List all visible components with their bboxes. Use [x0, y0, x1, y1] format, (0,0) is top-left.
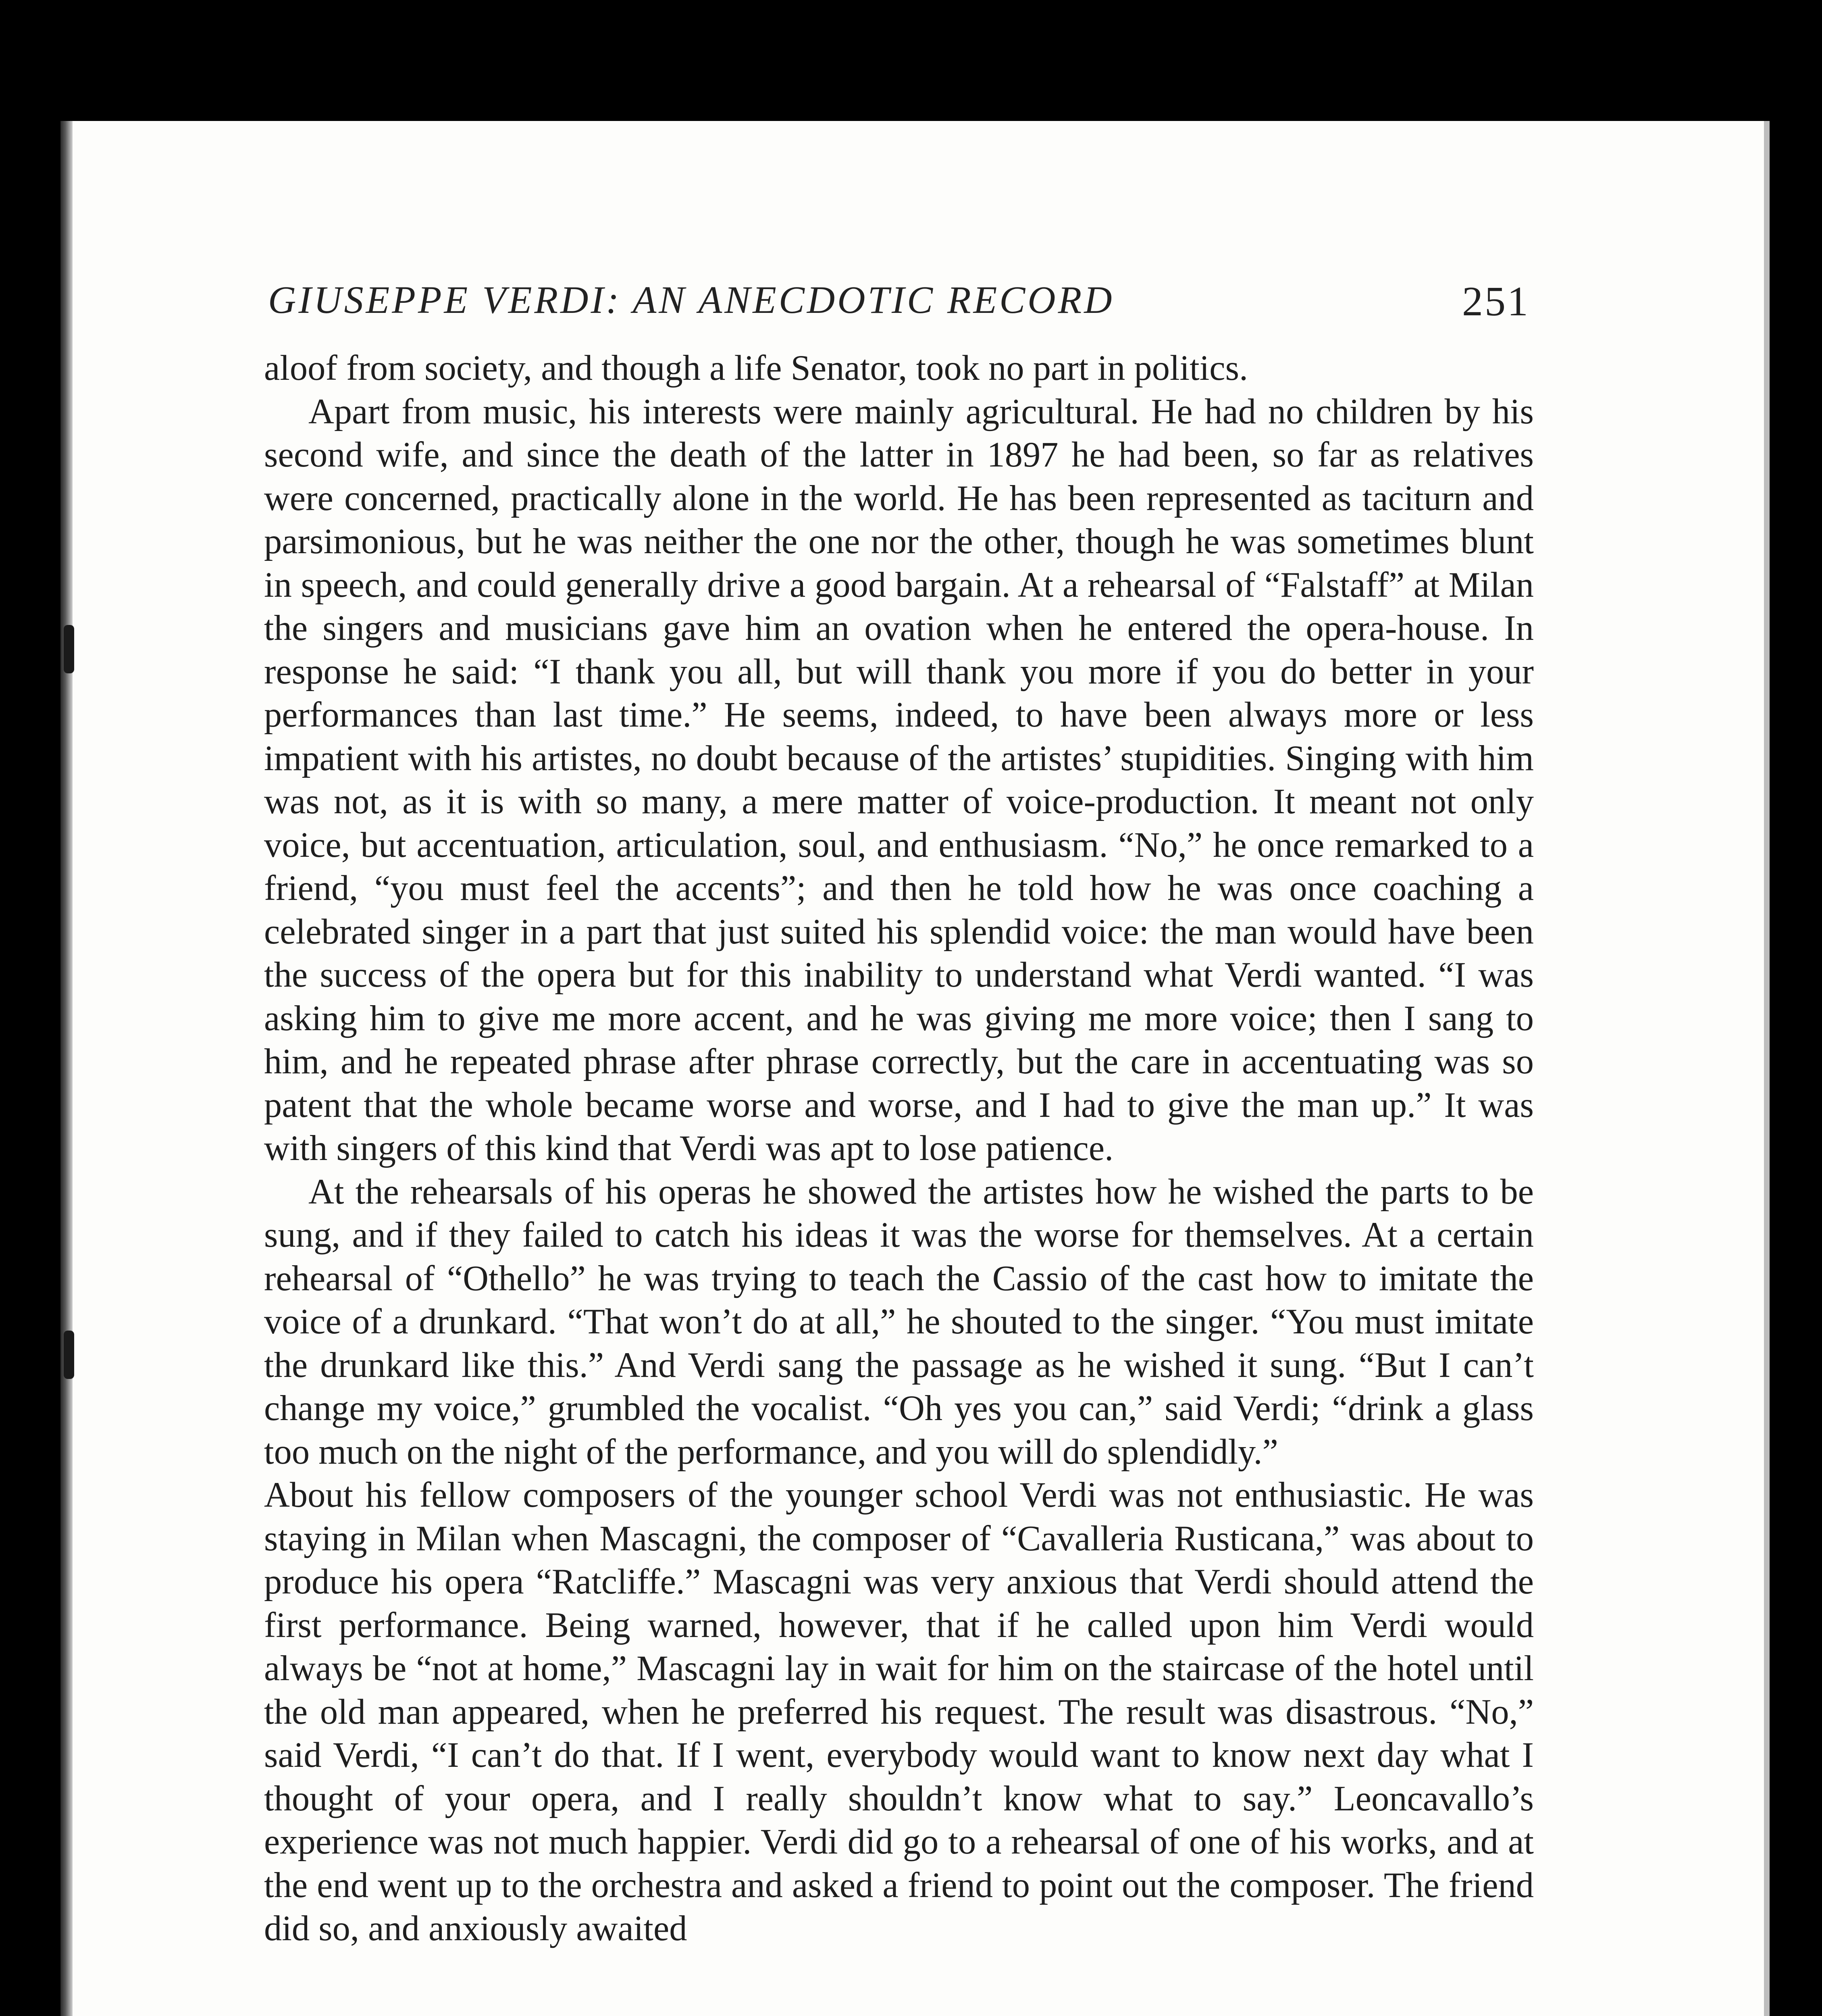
- paragraph: aloof from society, and though a life Senator, took no part in politics.: [264, 348, 1248, 388]
- page-gutter-edge: [60, 121, 73, 2016]
- gutter-mark: [64, 1331, 74, 1379]
- page-number: 251: [1462, 278, 1530, 325]
- paragraph: About his fellow composers of the younger school Verdi was not enthusiastic. He was staying in Milan when Mascagni, the composer of “Cavalleria Rusticana,” was about to produce his opera “Ratcliffe.” Mascagni was very anxious that Verdi should attend the first performance. Being warned, however, that if he called upon him Verdi would always be “not at home,” Mascagni lay in wait for him on the staircase of the hotel until the old man appeared, when he preferred his request. The result was disastrous. “No,” said Verdi, “I can’t do that. If I went, everybody would want to know next day what I thought of your opera, and I really shouldn’t know what to say.” Leoncavallo’s experience was not much happier. Verdi did go to a rehearsal of one of his works, and at the end went up to the orchestra and asked a friend to point out the composer. The friend did so, and anxiously awaited: [264, 1475, 1534, 1948]
- gutter-mark: [64, 625, 74, 673]
- paragraph: At the rehearsals of his operas he showed the artistes how he wished the parts to be sung, and if they failed to catch his ideas it was the worse for themselves. At a certain rehearsal of “Othello” he was trying to teach the Cassio of the cast how to imitate the voice of a drunkard. “That won’t do at all,” he shouted to the singer. “You must imitate the drunkard like this.” And Verdi sang the passage as he wished it sung. “But I can’t change my voice,” grumbled the vocalist. “Oh yes you can,” said Verdi; “drink a glass too much on the night of the performance, and you will do splendidly.”: [264, 1172, 1534, 1472]
- body-text: [264, 347, 1534, 1951]
- paragraph: Apart from music, his interests were mainly agricultural. He had no children by his second wife, and since the death of the latter in 1897 he had been, so far as relatives were concerned, practically alone in the world. He has been represented as taciturn and parsimonious, but he was neither the one nor the other, though he was sometimes blunt in speech, and could generally drive a good bargain. At a rehearsal of “Falstaff” at Milan the singers and musicians gave him an ovation when he entered the opera-house. In response he said: “I thank you all, but will thank you more if you do better in your performances than last time.” He seems, indeed, to have been always more or less impatient with his artistes, no doubt because of the artistes’ stupidities. Singing with him was not, as it is with so many, a mere matter of voice-production. It meant not only voice, but accentuation, articulation, soul, and enthusiasm. “No,” he once remarked to a friend, “you must feel the accents”; and then he told how he was once coaching a celebrated singer in a part that just suited his splendid voice: the man would have been the success of the opera but for this inability to understand what Verdi wanted. “I was asking him to give me more accent, and he was giving me more voice; then I sang to him, and he repeated phrase after phrase correctly, but the care in accentuating was so patent that the whole became worse and worse, and I had to give the man up.” It was with singers of this kind that Verdi was apt to lose patience.: [264, 392, 1534, 1168]
- running-title: GIUSEPPE VERDI: AN ANECDOTIC RECORD: [268, 278, 1115, 321]
- page-right-edge: [1764, 121, 1770, 2016]
- running-head: [268, 277, 1530, 330]
- book-page: [60, 121, 1770, 2016]
